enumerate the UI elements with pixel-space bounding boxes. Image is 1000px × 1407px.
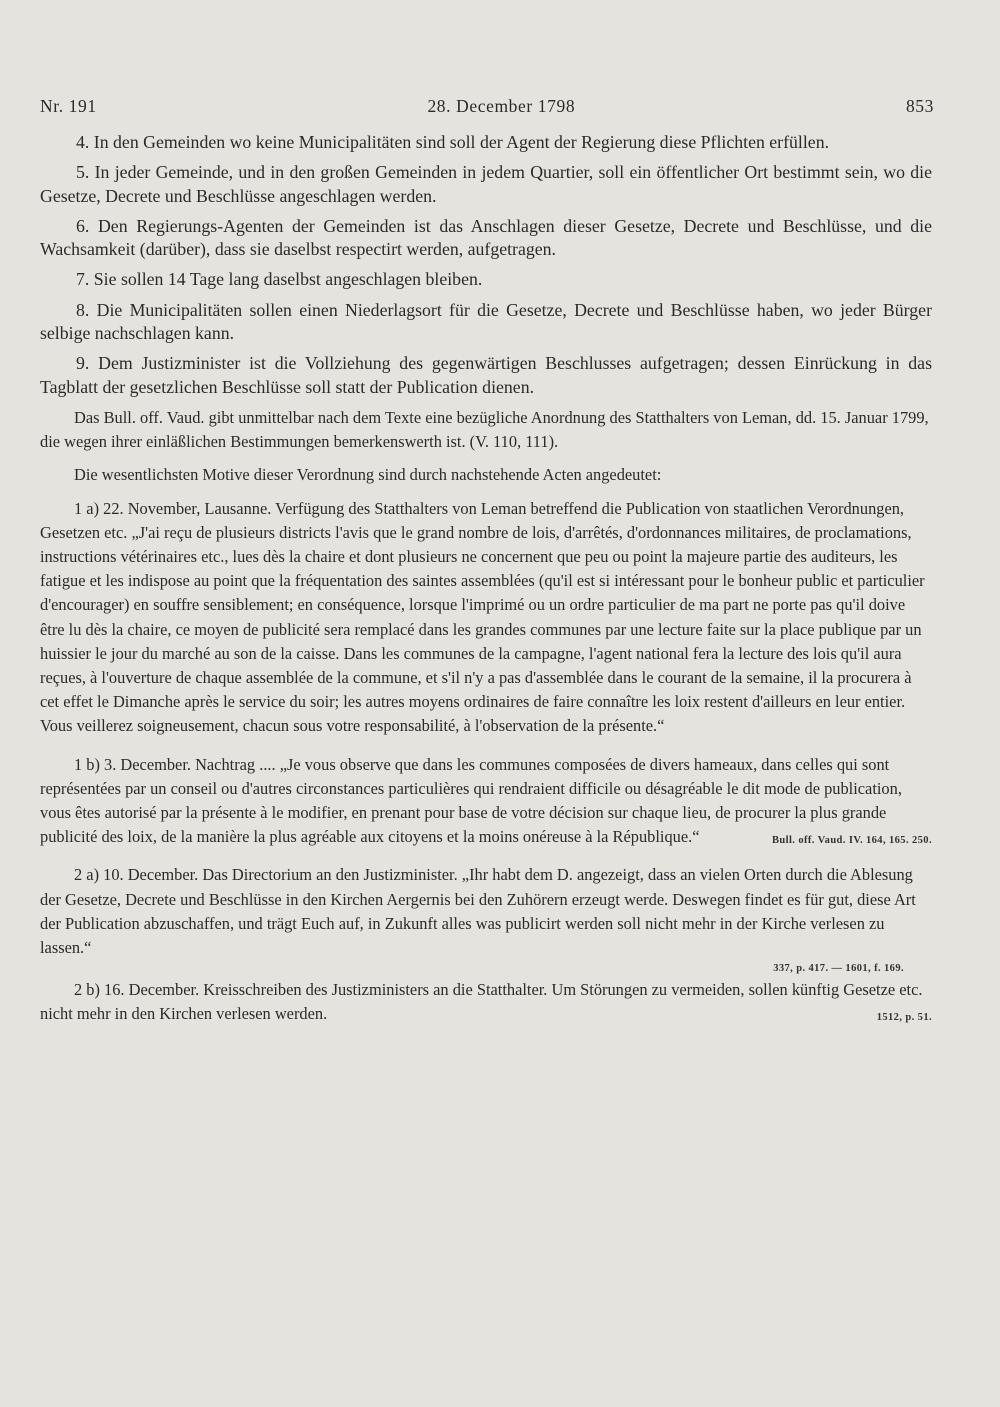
note-1b-citation: Bull. off. Vaud. IV. 164, 165. 250. xyxy=(772,835,932,847)
note-1b xyxy=(40,753,932,850)
page-header xyxy=(40,96,932,117)
note-bulletin: Das Bull. off. Vaud. gibt unmittelbar nach dem Texte eine bezügliche Anordnung des Statthalters von Leman, dd. 15. Januar 1799, die wegen ihrer einläßlichen Bestimmungen bemerkenswerth ist. (V. 110, 111). xyxy=(40,407,929,452)
note-2b-text: 2 b) 16. December. Kreisschreiben des Justizministers an die Statthalter. Um Störungen zu vermeiden, sollen künftig Gesetze etc. nicht mehr in den Kirchen verlesen werden. xyxy=(40,980,923,1024)
article-4: 4. In den Gemeinden wo keine Municipalitäten sind soll der Agent der Regierung diese Pflichten erfüllen. xyxy=(76,132,830,152)
note-1b-text: 1 b) 3. December. Nachtrag .... „Je vous observe que dans les communes composées de divers hameaux, dans celles qui sont représentées par un conseil ou d'autres circonstances particulières qui rendraient difficile ou désagréable le dit mode de publication, vous êtes autorisé par la présente à le modifier, en prenant pour base de votre décision sur chaque lieu, de procurer la plus grande publicité des loix, de la manière la plus agréable aux citoyens et la moins onéreuse à la République.“ xyxy=(40,754,902,847)
note-2a: 2 a) 10. December. Das Directorium an den Justizminister. „Ihr habt dem D. angezeigt, dass an vielen Orten durch die Ablesung der Gesetze, Decrete und Beschlüsse in den Kirchen Aergernis bei den Zuhörern erzeugt werde. Deswegen findet es für gut, diese Art der Publication abzuschaffen, und trägt Euch auf, in Zukunft alles was publicirt werden soll nicht mehr in der Kirche verlesen zu lassen.“ xyxy=(40,865,916,958)
note-2b xyxy=(40,978,932,1026)
note-2a-citation: 337, p. 417. — 1601, f. 169. xyxy=(773,963,904,975)
editorial-notes xyxy=(40,406,932,1027)
main-articles xyxy=(40,131,932,399)
article-5: 5. In jeder Gemeinde, und in den großen Gemeinden in jedem Quartier, soll ein öffentlicher Ort bestimmt sein, wo die Gesetze, Decrete und Beschlüsse angeschlagen werden. xyxy=(40,162,932,206)
article-6: 6. Den Regierungs-Agenten der Gemeinden ist das Anschlagen dieser Gesetze, Decrete und Beschlüsse, und die Wachsamkeit (darüber), dass sie daselbst respectirt werden, aufgetragen. xyxy=(40,215,932,260)
document-number: Nr. 191 xyxy=(40,96,97,116)
article-7: 7. Sie sollen 14 Tage lang daselbst angeschlagen bleiben. xyxy=(76,269,483,290)
note-1a: 1 a) 22. November, Lausanne. Verfügung des Statthalters von Leman betreffend die Publication von staatlichen Verordnungen, Gesetzen etc. „J'ai reçu de plusieurs districts l'avis que le grand nombre de lois, d'arrêtés, d'ordonnances militaires, de proclamations, instructions vétérinaires etc., lues dès la chaire et dont plusieurs ne concernent que peu ou point la majeure partie des auditeurs, les fatigue et les indispose au point que la fréquentation des saintes assemblées (qu'il est si intéressant pour le bonheur public et particulier d'encourager) en souffre sensiblement; en conséquence, lorsque l'imprimé ou un ordre particulier de ma part ne porte pas qu'il doive être lu dès la chaire, ce moyen de publicité sera remplacé dans les grandes communes par une lecture faite sur la place publique par un huissier le jour du marché au son de la caisse. Dans les communes de la campagne, l'agent national fera la lecture des lois qu'il aura reçues, à l'ouverture de chaque assemblée de la commune, et s'il n'y a pas d'assemblée dans le courant de la semaine, il la procurera à cet effet le Dimanche après le service du soir; les autres moyens ordinaires de faire connaître les loix restent d'ailleurs en leur entier. Vous veillerez soigneusement, chacun sous votre responsabilité, à l'observation de la présente.“ xyxy=(40,498,925,736)
article-8: 8. Die Municipalitäten sollen einen Niederlagsort für die Gesetze, Decrete und Beschlüsse haben, wo jeder Bürger selbige nachschlagen kann. xyxy=(40,299,932,344)
note-2b-citation: 1512, p. 51. xyxy=(876,1012,932,1024)
document-date: 28. December 1798 xyxy=(427,96,576,116)
page-number: 853 xyxy=(905,96,934,116)
note-motives: Die wesentlichsten Motive dieser Verordnung sind durch nachstehende Acten angedeutet: xyxy=(74,465,662,485)
article-9: 9. Dem Justizminister ist die Vollziehung des gegenwärtigen Beschlusses aufgetragen; dessen Einrückung in das Tagblatt der gesetzlichen Beschlüsse soll statt der Publication dienen. xyxy=(40,353,932,397)
